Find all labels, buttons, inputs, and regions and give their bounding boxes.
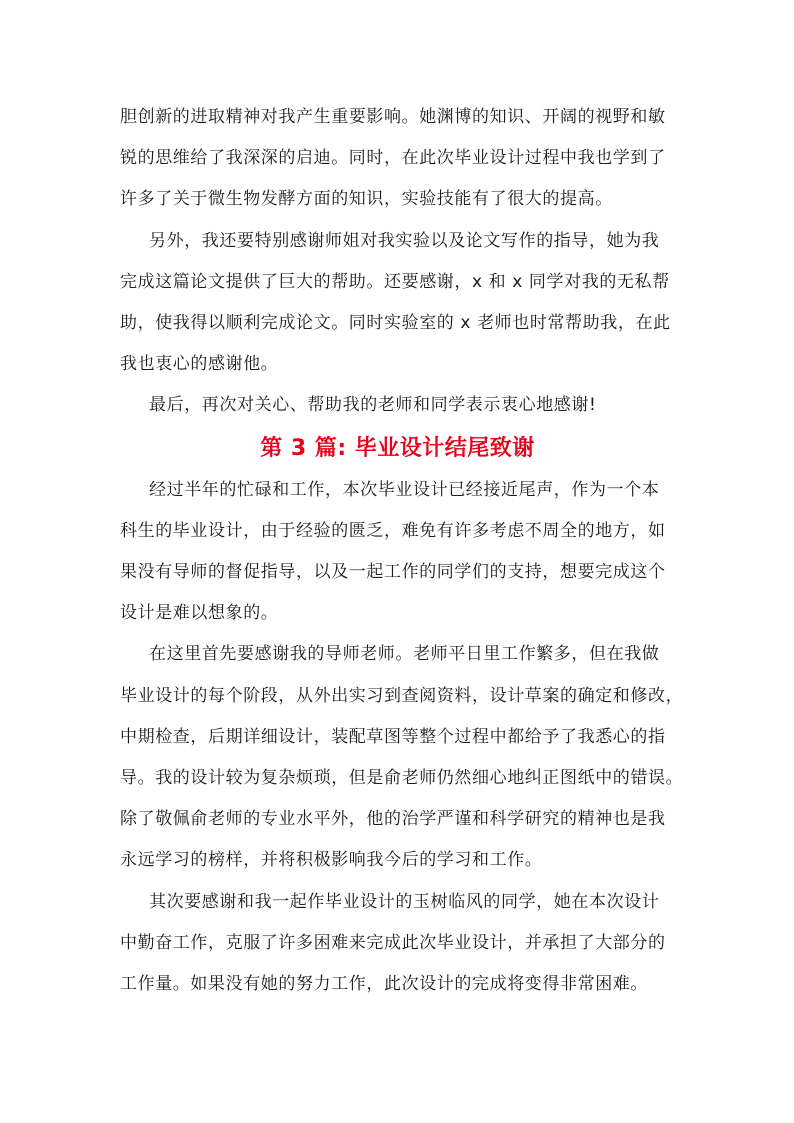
text-line: 另外，我还要特别感谢师姐对我实验以及论文写作的指导，她为我	[149, 230, 660, 251]
text-line: 中期检查，后期详细设计，装配草图等整个过程中都给予了我悉心的指	[120, 726, 666, 747]
text-line: 导。我的设计较为复杂烦琐，但是俞老师仍然细心地纠正图纸中的错误。	[120, 768, 684, 789]
text-line: 设计是难以想象的。	[120, 603, 279, 624]
text-line: 经过半年的忙碌和工作，本次毕业设计已经接近尾声，作为一个本	[149, 479, 660, 500]
text-line: 许多了关于微生物发酵方面的知识，实验技能有了很大的提高。	[120, 189, 613, 210]
text-line: 锐的思维给了我深深的启迪。同时，在此次毕业设计过程中我也学到了	[120, 148, 666, 169]
text-line: 我也衷心的感谢他。	[120, 354, 279, 375]
text-line: 助，使我得以顺利完成论文。同时实验室的 x 老师也时常帮助我，在此	[120, 313, 671, 334]
text-line: 在这里首先要感谢我的导师老师。老师平日里工作繁多，但在我做	[149, 644, 660, 665]
text-line: 果没有导师的督促指导，以及一起工作的同学们的支持，想要完成这个	[120, 562, 666, 583]
text-line: 科生的毕业设计，由于经验的匮乏，难免有许多考虑不周全的地方，如	[120, 520, 666, 541]
text-line: 除了敬佩俞老师的专业水平外，他的治学严谨和科学研究的精神也是我	[120, 809, 666, 830]
paragraph-continuation	[120, 97, 675, 221]
text-line: 工作量。如果没有她的努力工作，此次设计的完成将变得非常困难。	[120, 974, 648, 995]
text-line: 毕业设计的每个阶段，从外出实习到查阅资料，设计草案的确定和修改，	[120, 685, 684, 706]
paragraph-final-thanks	[120, 385, 675, 426]
text-line: 完成这篇论文提供了巨大的帮助。还要感谢，x 和 x 同学对我的无私帮	[120, 271, 670, 292]
text-line: 胆创新的进取精神对我产生重要影响。她渊博的知识、开阔的视野和敏	[120, 107, 666, 127]
paragraph-thanks-advisor	[120, 634, 684, 881]
paragraph-thanks-classmate	[120, 882, 675, 1006]
text-line: 其次要感谢和我一起作毕业设计的玉树临风的同学，她在本次设计	[149, 891, 660, 912]
text-line: 中勤奋工作，克服了许多困难来完成此次毕业设计，并承担了大部分的	[120, 932, 666, 953]
section-heading: 第 3 篇: 毕业设计结尾致谢	[260, 435, 535, 461]
text-line: 最后，再次对关心、帮助我的老师和同学表示衷心地感谢!	[149, 395, 597, 416]
paragraph-intro	[120, 470, 675, 635]
document-page	[120, 97, 684, 1005]
paragraph-thanks-senior	[120, 221, 675, 386]
text-line: 永远学习的榜样，并将积极影响我今后的学习和工作。	[120, 850, 543, 871]
